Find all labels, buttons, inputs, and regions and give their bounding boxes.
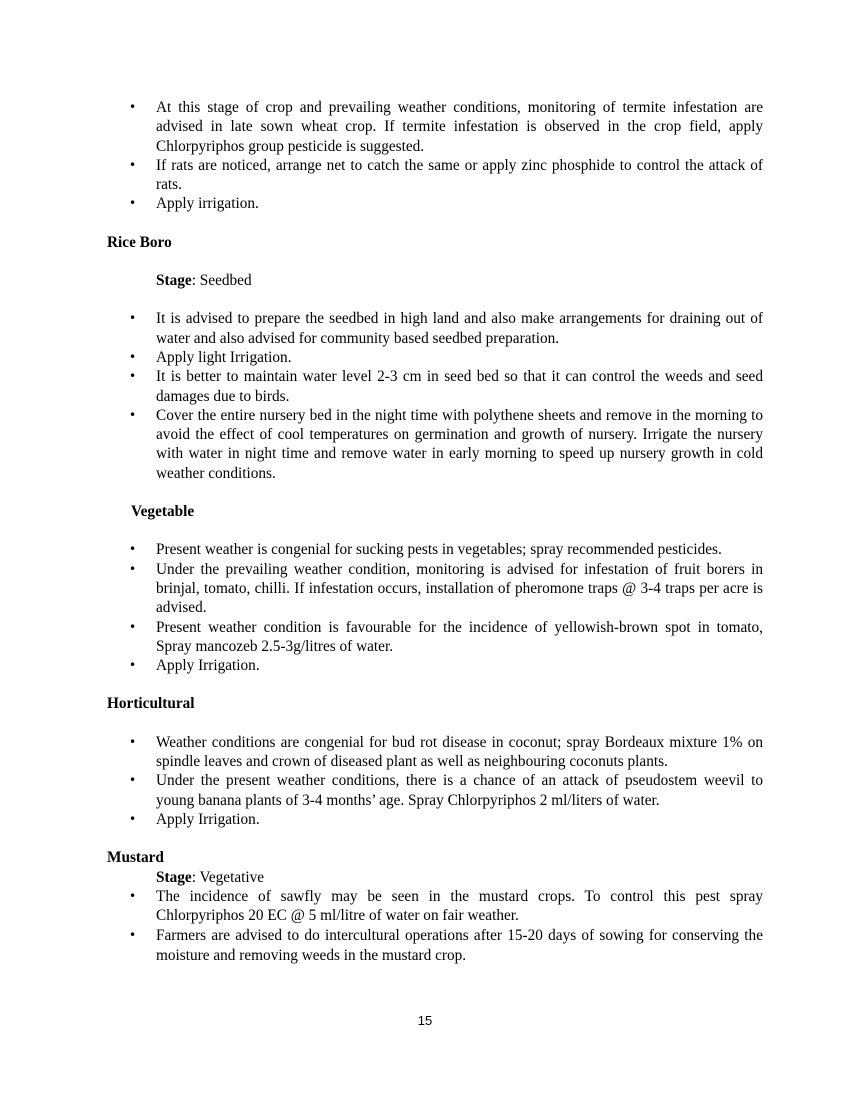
section-heading-vegetable: Vegetable xyxy=(131,503,195,521)
list-item: • Farmers are advised to do intercultural operations after 15-20 days of sowing for conserving the moisture and removing weeds in the mustard crop. xyxy=(107,926,763,965)
list-item: • Present weather condition is favourable for the incidence of yellowish-brown spot in tomato, Spray mancozeb 2.5-3g/litres of water. xyxy=(107,618,763,657)
mustard-stage xyxy=(107,868,763,887)
list-item: • Cover the entire nursery bed in the night time with polythene sheets and remove in the morning to avoid the effect of cool temperatures on germination and growth of nursery. Irrigate the nursery with water in night time and remove water in early morning to speed up nursery growth in cold weather conditions. xyxy=(107,406,763,483)
list-item: • Apply Irrigation. xyxy=(107,656,763,675)
list-item: • The incidence of sawfly may be seen in the mustard crops. To control this pest spray Chlorpyriphos 20 EC @ 5 ml/litre of water on fair weather. xyxy=(107,887,763,926)
horticultural-bullet-list xyxy=(107,733,763,829)
list-item: • If rats are noticed, arrange net to catch the same or apply zinc phosphide to control the attack of rats. xyxy=(107,156,763,195)
rice-boro-bullet-list xyxy=(107,309,763,483)
list-item: • Under the prevailing weather condition, monitoring is advised for infestation of fruit borers in brinjal, tomato, chilli. If infestation occurs, installation of pheromone traps @ 3-4 traps per acre is advised. xyxy=(107,560,763,618)
list-item: • Weather conditions are congenial for bud rot disease in coconut; spray Bordeaux mixture 1% on spindle leaves and crown of diseased plant as well as neighbouring coconuts plants. xyxy=(107,733,763,772)
mustard-bullet-list xyxy=(107,887,763,965)
list-item: • Apply irrigation. xyxy=(107,194,763,213)
intro-bullet-list xyxy=(107,98,763,214)
section-heading-horticultural: Horticultural xyxy=(107,695,195,713)
stage-value: : Seedbed xyxy=(191,272,252,290)
list-item: • Under the present weather conditions, there is a chance of an attack of pseudostem weevil to young banana plants of 3-4 months’ age. Spray Chlorpyriphos 2 ml/liters of water. xyxy=(107,771,763,810)
section-heading-rice-boro: Rice Boro xyxy=(107,233,172,251)
page-number: 15 xyxy=(417,1013,433,1028)
rice-boro-stage xyxy=(107,271,763,290)
stage-label: Stage xyxy=(156,272,192,290)
list-item: • At this stage of crop and prevailing weather conditions, monitoring of termite infestation are advised in late sown wheat crop. If termite infestation is observed in the crop field, apply Chlorpyriphos group pesticide is suggested. xyxy=(107,98,763,156)
list-item: • It is better to maintain water level 2-3 cm in seed bed so that it can control the weeds and seed damages due to birds. xyxy=(107,367,763,406)
list-item: • Apply Irrigation. xyxy=(107,810,763,829)
stage-value: : Vegetative xyxy=(191,868,265,886)
page-content xyxy=(107,98,763,965)
stage-label: Stage xyxy=(156,868,192,886)
vegetable-bullet-list xyxy=(107,540,763,675)
list-item: • It is advised to prepare the seedbed in high land and also make arrangements for draining out of water and also advised for community based seedbed preparation. xyxy=(107,309,763,348)
list-item: • Present weather is congenial for sucking pests in vegetables; spray recommended pesticides. xyxy=(107,540,763,559)
list-item: • Apply light Irrigation. xyxy=(107,348,763,367)
section-heading-mustard: Mustard xyxy=(107,849,164,867)
